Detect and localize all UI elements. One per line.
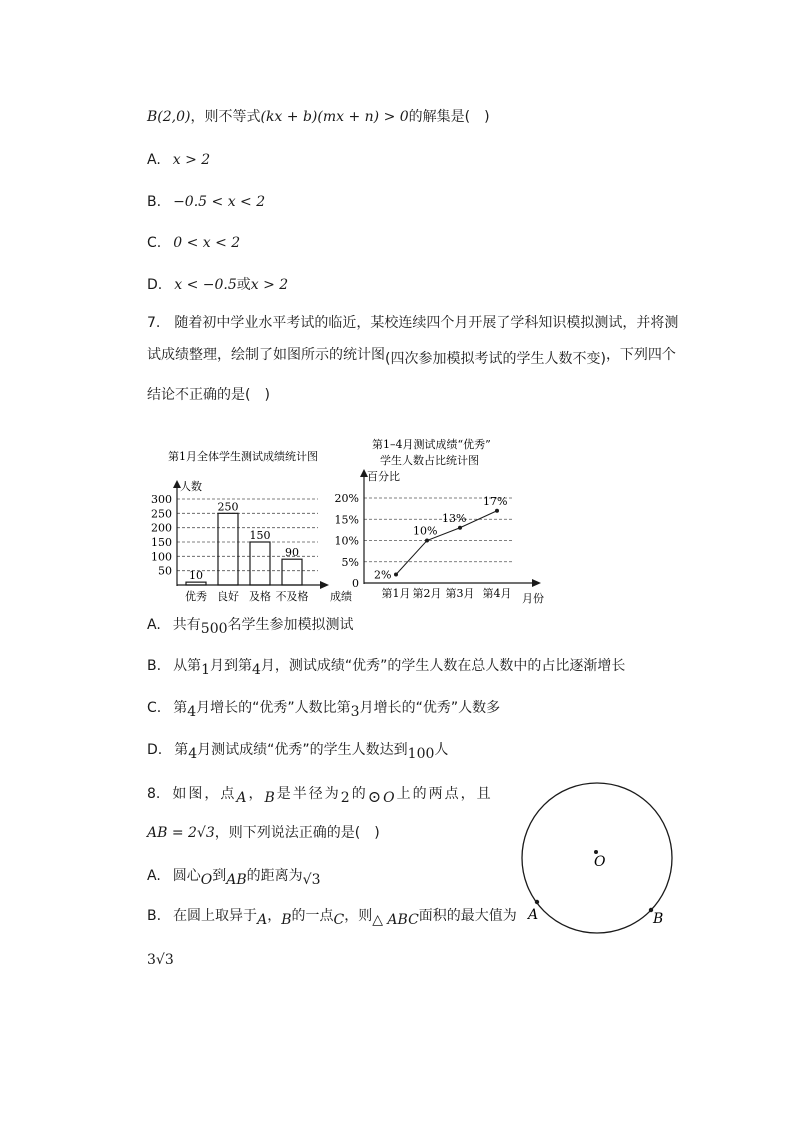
option-text: 从第 xyxy=(173,658,202,674)
line-chart xyxy=(335,437,544,605)
q7-line1 xyxy=(147,313,678,333)
bar xyxy=(250,542,270,585)
q6-option-a xyxy=(147,150,210,170)
q8-text: ，则下列说法正确的是( ) xyxy=(214,825,380,841)
option-text: 圆心 xyxy=(172,868,201,884)
point-b: B xyxy=(264,790,277,806)
y-tick-label: 10% xyxy=(334,534,359,548)
q8-option-a xyxy=(147,866,321,886)
bar-value-label: 10 xyxy=(189,569,203,583)
chart-title: 学生人数占比统计图 xyxy=(380,454,479,467)
option-expr: 0 < x < 2 xyxy=(173,235,241,251)
data-value-label: 17% xyxy=(483,494,508,508)
option-text: 的一点 xyxy=(291,908,334,924)
q8-text: 的 xyxy=(351,786,368,802)
option-num: 4 xyxy=(187,704,197,720)
q7-text: 试成绩整理，绘制了如图所示的统计图 xyxy=(147,347,385,363)
q6-option-b xyxy=(147,192,265,212)
x-tick-label: 不及格 xyxy=(275,590,309,603)
point-b: B xyxy=(281,912,292,928)
option-num: 4 xyxy=(251,662,261,678)
q7-option-b xyxy=(147,656,625,676)
data-point xyxy=(425,539,429,543)
option-text: 到 xyxy=(212,868,227,884)
y-tick-label: 150 xyxy=(151,536,172,549)
option-expr: x > 2 xyxy=(250,277,289,293)
chart-title: 第1月全体学生测试成绩统计图 xyxy=(168,450,318,463)
option-letter: B. xyxy=(147,658,162,674)
q6-point-b: B(2,0) xyxy=(147,109,191,125)
data-point xyxy=(394,573,398,577)
option-or: 或 xyxy=(236,277,251,293)
option-text: ， xyxy=(267,908,282,924)
option-text: 月增长的“优秀”人数多 xyxy=(359,700,501,716)
y-tick-label: 300 xyxy=(151,493,172,506)
option-text: 人 xyxy=(434,742,449,758)
q8-text: 如图，点 xyxy=(172,786,237,802)
y-axis-label: 百分比 xyxy=(367,470,400,483)
option-letter: D. xyxy=(147,277,163,293)
q8-line2 xyxy=(147,823,380,843)
option-text: 面积的最大值为 xyxy=(418,908,517,924)
radius-value: 2 xyxy=(340,790,352,806)
point-a: A xyxy=(257,912,268,928)
option-text: 月增长的“优秀”人数比第 xyxy=(196,700,351,716)
option-text: 月到第 xyxy=(209,658,252,674)
q6-stem xyxy=(147,107,490,127)
q6-option-c xyxy=(147,233,240,253)
data-point xyxy=(458,526,462,530)
x-tick-label: 第1月 xyxy=(381,587,411,600)
option-letter: C. xyxy=(147,235,162,251)
point-a-label: A xyxy=(528,907,539,923)
y-tick-label: 200 xyxy=(151,521,172,535)
x-tick-label: 第2月 xyxy=(412,587,442,600)
bar xyxy=(186,582,206,585)
q8-line1 xyxy=(147,783,493,804)
x-tick-label: 优秀 xyxy=(185,590,207,603)
option-text: ，则 xyxy=(344,908,373,924)
x-axis-arrow xyxy=(532,579,541,587)
option-expr: −0.5 < x < 2 xyxy=(173,194,266,210)
q6-stem-suffix: 的解集是( ) xyxy=(408,109,490,125)
segment-ab: AB xyxy=(226,872,247,888)
q7-charts xyxy=(0,430,794,620)
q7-line2 xyxy=(147,345,676,365)
q7-text: 结论不正确的是( ) xyxy=(147,387,270,403)
option-value: √3 xyxy=(302,872,321,888)
x-tick-label: 及格 xyxy=(249,590,271,603)
y-axis-label: 人数 xyxy=(180,480,202,493)
y-tick-label: 15% xyxy=(334,513,359,527)
option-letter: A. xyxy=(147,617,161,633)
q8-circle-figure xyxy=(510,775,690,945)
q6-inequality: (kx + b)(mx + n) > 0 xyxy=(260,109,409,125)
q7-text: ，下列四个 xyxy=(605,347,676,363)
option-letter: A. xyxy=(147,152,161,168)
q7-option-d xyxy=(147,740,448,760)
point-b-label: B xyxy=(653,911,664,927)
option-num: 3 xyxy=(350,704,360,720)
q7-option-c xyxy=(147,698,500,718)
option-value: 3√3 xyxy=(147,952,174,968)
option-num: 1 xyxy=(201,662,210,678)
bar-value-label: 250 xyxy=(217,500,239,514)
y-tick-label: 20% xyxy=(334,492,359,505)
circle-name: O xyxy=(383,790,397,806)
option-num: 500 xyxy=(200,621,228,637)
data-point xyxy=(495,509,499,513)
option-text: 第 xyxy=(174,742,189,758)
q8-text: 上的两点，且 xyxy=(396,786,493,802)
y-tick-label: 250 xyxy=(151,507,172,521)
option-text: 共有 xyxy=(172,617,201,633)
option-text: 在圆上取异于 xyxy=(173,908,258,924)
point-c: C xyxy=(333,912,345,928)
x-tick-label: 第4月 xyxy=(482,587,512,600)
x-axis-label: 成绩 xyxy=(330,590,352,603)
q7-line3 xyxy=(147,385,270,405)
q7-option-a xyxy=(147,615,354,635)
q6-option-d xyxy=(147,275,288,295)
bar xyxy=(218,513,238,585)
y-tick-label: 100 xyxy=(151,550,172,564)
option-text: 名学生参加模拟测试 xyxy=(227,617,354,633)
option-text: 的距离为 xyxy=(246,868,303,884)
option-num: 100 xyxy=(407,746,435,762)
q6-stem-mid: ，则不等式 xyxy=(190,109,261,125)
triangle-abc: △ ABC xyxy=(372,912,419,928)
q7-text: 随着初中学业水平考试的临近，某校连续四个月开展了学科知识模拟测试，并将测 xyxy=(174,315,679,331)
data-value-label: 10% xyxy=(413,524,438,538)
data-value-label: 13% xyxy=(442,511,467,525)
circle-symbol: ⊙ xyxy=(367,787,384,806)
q8-text: ， xyxy=(248,786,265,802)
option-num: 4 xyxy=(188,746,198,762)
q8-ab-expr: AB = 2√3 xyxy=(147,825,215,841)
center-label: O xyxy=(594,854,606,870)
q8-option-b-value xyxy=(147,950,174,970)
x-axis-arrow xyxy=(320,581,329,589)
q8-text: 是半径为 xyxy=(276,786,341,802)
bar-value-label: 150 xyxy=(249,529,271,542)
option-text: 第 xyxy=(173,700,188,716)
center-o: O xyxy=(200,872,213,888)
bar xyxy=(282,559,302,585)
option-letter: B. xyxy=(147,194,162,210)
y-tick-label: 50 xyxy=(158,564,172,578)
q8-number: 8. xyxy=(147,786,161,802)
q7-text-note: (四次参加模拟考试的学生人数不变) xyxy=(385,351,606,367)
x-axis-label: 月份 xyxy=(522,592,544,605)
q7-number: 7. xyxy=(147,315,161,331)
option-expr: x < −0.5 xyxy=(174,277,237,293)
option-text: 月，测试成绩“优秀”的学生人数在总人数中的占比逐渐增长 xyxy=(260,658,626,674)
option-letter: D. xyxy=(147,742,163,758)
point-a: A xyxy=(236,790,249,806)
option-letter: B. xyxy=(147,908,162,924)
y-tick-label: 0 xyxy=(352,577,359,590)
y-tick-label: 5% xyxy=(341,555,359,569)
x-tick-label: 第3月 xyxy=(445,587,475,600)
bar-chart xyxy=(151,449,352,603)
x-tick-label: 良好 xyxy=(217,590,239,603)
bar-value-label: 90 xyxy=(285,546,299,560)
option-text: 月测试成绩“优秀”的学生人数达到 xyxy=(197,742,408,758)
chart-title: 第1–4月测试成绩“优秀” xyxy=(372,438,491,451)
option-letter: C. xyxy=(147,700,162,716)
option-expr: x > 2 xyxy=(172,152,211,168)
point-a-dot xyxy=(535,900,539,904)
data-value-label: 2% xyxy=(374,568,392,582)
option-letter: A. xyxy=(147,868,161,884)
q8-option-b xyxy=(147,906,517,926)
